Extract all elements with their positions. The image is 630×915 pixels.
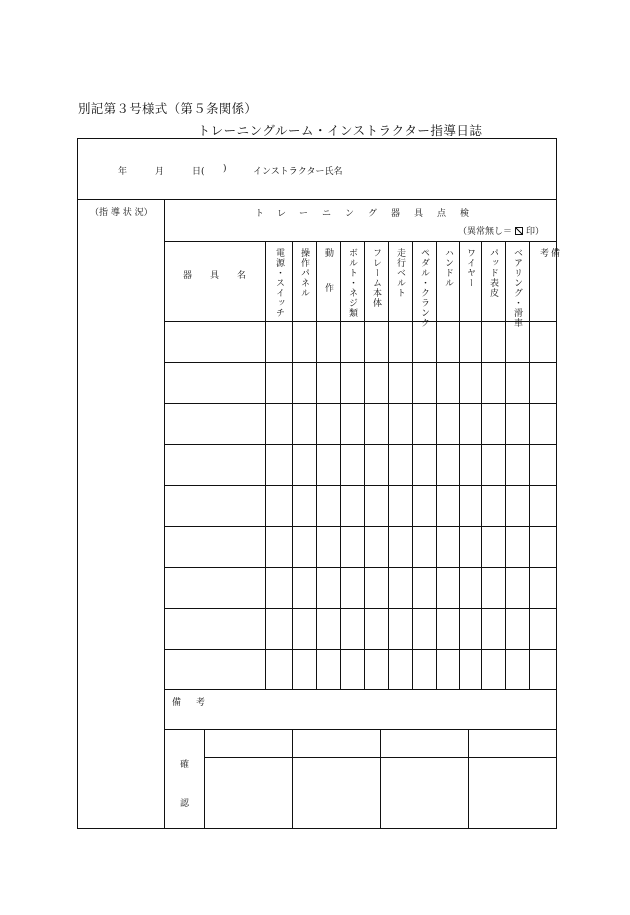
col-bolts-screws: ボルト・ネジ類: [347, 248, 357, 318]
check-box-icon: [515, 227, 523, 235]
form-title: トレーニングルーム・インストラクター指導日誌: [197, 123, 483, 138]
col-wire: ワイヤー: [465, 248, 475, 288]
guidance-status-label: （指 導 状 況）: [90, 208, 153, 218]
col-handle: ハンドル: [443, 248, 453, 288]
instructor-name-label: インストラクター氏名: [253, 167, 343, 177]
col-frame-body: フレーム本体: [371, 248, 381, 308]
col-power-switch: 電源・スイッチ: [274, 248, 284, 318]
confirmation-label-top: 確: [180, 760, 190, 770]
year-label: 年: [118, 167, 128, 177]
remarks-label: 備 考: [172, 698, 209, 708]
month-label: 月: [155, 167, 165, 177]
no-abnormality-legend: （異常無し＝ 印）: [458, 227, 545, 237]
col-pedal-crank: ペダル・クランク: [419, 248, 429, 328]
confirmation-label-bottom: 認: [180, 799, 190, 809]
col-pad-surface: パッド表皮: [488, 248, 498, 298]
col-running-belt: 走行ベルト: [395, 248, 405, 298]
col-control-panel: 操作パネル: [299, 248, 309, 298]
day-label: 日(: [192, 167, 205, 177]
form-number-label: 別記第３号様式（第５条関係）: [78, 101, 258, 116]
col-bearing-pulley: ベアリング・滑車: [512, 248, 522, 328]
col-remarks: 備考: [538, 248, 559, 297]
col-operation: 動作: [323, 248, 333, 318]
weekday-paren-close: ): [223, 164, 227, 174]
